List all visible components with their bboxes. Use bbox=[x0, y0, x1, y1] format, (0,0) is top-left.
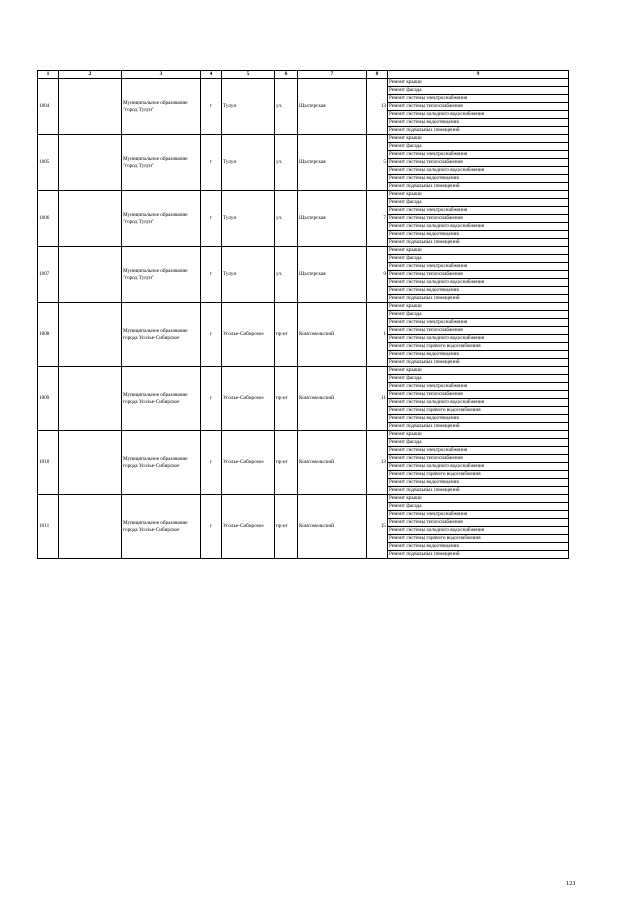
work-item-cell: Ремонт системы теплоснабжения bbox=[388, 455, 569, 463]
header-cell: 5 bbox=[222, 71, 275, 79]
record-number-cell: 1010 bbox=[38, 431, 59, 495]
header-cell: 7 bbox=[298, 71, 367, 79]
work-item-cell: Ремонт системы теплоснабжения bbox=[388, 519, 569, 527]
work-item-cell: Ремонт фасада bbox=[388, 143, 569, 151]
work-item-cell: Ремонт фасада bbox=[388, 311, 569, 319]
street-type-cell: пр-кт bbox=[275, 431, 298, 495]
table-row bbox=[38, 495, 569, 503]
street-type-cell: ул. bbox=[275, 191, 298, 247]
municipality-cell: Муниципальное образование "город Тулун" bbox=[122, 135, 201, 191]
work-item-cell: Ремонт системы холодного водоснабжения bbox=[388, 399, 569, 407]
empty-cell bbox=[59, 191, 122, 247]
header-cell: 8 bbox=[367, 71, 388, 79]
work-item-cell: Ремонт подвальных помещений bbox=[388, 487, 569, 495]
table-body bbox=[38, 79, 569, 559]
settlement-cell: Усолье-Сибирское bbox=[222, 367, 275, 431]
work-item-cell: Ремонт системы водоотведения bbox=[388, 119, 569, 127]
table-row bbox=[38, 247, 569, 255]
work-item-cell: Ремонт подвальных помещений bbox=[388, 239, 569, 247]
house-number-cell: 9 bbox=[367, 247, 388, 303]
header-cell: 2 bbox=[59, 71, 122, 79]
work-item-cell: Ремонт системы холодного водоснабжения bbox=[388, 335, 569, 343]
house-number-cell: 11 bbox=[367, 367, 388, 431]
table-row bbox=[38, 79, 569, 87]
work-item-cell: Ремонт фасада bbox=[388, 503, 569, 511]
work-item-cell: Ремонт системы электроснабжения bbox=[388, 263, 569, 271]
page-number: 121 bbox=[566, 880, 576, 887]
settlement-type-cell: г bbox=[201, 367, 222, 431]
municipality-cell: Муниципальное образование города Усолье-Сибирское bbox=[122, 367, 201, 431]
street-cell: Шахтерская bbox=[298, 79, 367, 135]
document-table bbox=[37, 70, 569, 559]
street-cell: Комсомольский bbox=[298, 367, 367, 431]
settlement-cell: Усолье-Сибирское bbox=[222, 495, 275, 559]
table-row bbox=[38, 367, 569, 375]
street-cell: Комсомольский bbox=[298, 303, 367, 367]
municipality-cell: Муниципальное образование "город Тулун" bbox=[122, 191, 201, 247]
empty-cell bbox=[59, 303, 122, 367]
street-cell: Комсомольский bbox=[298, 431, 367, 495]
house-number-cell: 7 bbox=[367, 191, 388, 247]
municipality-cell: Муниципальное образование города Усолье-Сибирское bbox=[122, 495, 201, 559]
street-cell: Шахтерская bbox=[298, 135, 367, 191]
settlement-cell: Тулун bbox=[222, 79, 275, 135]
work-item-cell: Ремонт системы холодного водоснабжения bbox=[388, 463, 569, 471]
settlement-type-cell: г bbox=[201, 247, 222, 303]
work-item-cell: Ремонт крыши bbox=[388, 303, 569, 311]
work-item-cell: Ремонт системы теплоснабжения bbox=[388, 327, 569, 335]
work-item-cell: Ремонт системы горячего водоснабжения bbox=[388, 471, 569, 479]
work-item-cell: Ремонт фасада bbox=[388, 255, 569, 263]
work-item-cell: Ремонт крыши bbox=[388, 495, 569, 503]
work-item-cell: Ремонт системы горячего водоснабжения bbox=[388, 535, 569, 543]
record-number-cell: 1004 bbox=[38, 79, 59, 135]
municipality-cell: Муниципальное образование города Усолье-Сибирское bbox=[122, 303, 201, 367]
settlement-cell: Тулун bbox=[222, 135, 275, 191]
empty-cell bbox=[59, 135, 122, 191]
street-type-cell: пр-кт bbox=[275, 367, 298, 431]
record-number-cell: 1006 bbox=[38, 191, 59, 247]
work-item-cell: Ремонт системы водоотведения bbox=[388, 231, 569, 239]
settlement-cell: Тулун bbox=[222, 247, 275, 303]
record-number-cell: 1005 bbox=[38, 135, 59, 191]
street-cell: Комсомольский bbox=[298, 495, 367, 559]
header-cell: 9 bbox=[388, 71, 569, 79]
settlement-type-cell: г bbox=[201, 191, 222, 247]
work-item-cell: Ремонт фасада bbox=[388, 199, 569, 207]
work-item-cell: Ремонт фасада bbox=[388, 439, 569, 447]
work-item-cell: Ремонт крыши bbox=[388, 191, 569, 199]
empty-cell bbox=[59, 431, 122, 495]
settlement-type-cell: г bbox=[201, 431, 222, 495]
header-cell: 4 bbox=[201, 71, 222, 79]
house-number-cell: 15 bbox=[367, 495, 388, 559]
work-item-cell: Ремонт крыши bbox=[388, 247, 569, 255]
work-item-cell: Ремонт подвальных помещений bbox=[388, 295, 569, 303]
work-item-cell: Ремонт системы водоотведения bbox=[388, 351, 569, 359]
work-item-cell: Ремонт системы холодного водоснабжения bbox=[388, 527, 569, 535]
work-item-cell: Ремонт системы теплоснабжения bbox=[388, 103, 569, 111]
header-cell: 3 bbox=[122, 71, 201, 79]
header-cell: 1 bbox=[38, 71, 59, 79]
settlement-type-cell: г bbox=[201, 79, 222, 135]
settlement-cell: Тулун bbox=[222, 191, 275, 247]
work-item-cell: Ремонт системы электроснабжения bbox=[388, 383, 569, 391]
house-number-cell: 13 bbox=[367, 79, 388, 135]
work-item-cell: Ремонт подвальных помещений bbox=[388, 127, 569, 135]
street-type-cell: ул. bbox=[275, 79, 298, 135]
work-item-cell: Ремонт системы электроснабжения bbox=[388, 511, 569, 519]
municipality-cell: Муниципальное образование "город Тулун" bbox=[122, 79, 201, 135]
municipality-cell: Муниципальное образование города Усолье-Сибирское bbox=[122, 431, 201, 495]
work-item-cell: Ремонт фасада bbox=[388, 375, 569, 383]
record-number-cell: 1008 bbox=[38, 303, 59, 367]
work-item-cell: Ремонт системы теплоснабжения bbox=[388, 271, 569, 279]
house-number-cell: 1 bbox=[367, 303, 388, 367]
empty-cell bbox=[59, 495, 122, 559]
work-item-cell: Ремонт подвальных помещений bbox=[388, 183, 569, 191]
record-number-cell: 1009 bbox=[38, 367, 59, 431]
street-type-cell: ул. bbox=[275, 247, 298, 303]
table-row bbox=[38, 135, 569, 143]
house-number-cell: 13 bbox=[367, 431, 388, 495]
street-type-cell: пр-кт bbox=[275, 495, 298, 559]
header-cell: 6 bbox=[275, 71, 298, 79]
work-item-cell: Ремонт системы водоотведения bbox=[388, 479, 569, 487]
work-item-cell: Ремонт системы холодного водоснабжения bbox=[388, 111, 569, 119]
work-item-cell: Ремонт системы холодного водоснабжения bbox=[388, 279, 569, 287]
street-type-cell: пр-кт bbox=[275, 303, 298, 367]
work-item-cell: Ремонт системы теплоснабжения bbox=[388, 215, 569, 223]
street-type-cell: ул. bbox=[275, 135, 298, 191]
work-item-cell: Ремонт крыши bbox=[388, 135, 569, 143]
settlement-type-cell: г bbox=[201, 495, 222, 559]
work-item-cell: Ремонт системы горячего водоснабжения bbox=[388, 407, 569, 415]
settlement-cell: Усолье-Сибирское bbox=[222, 303, 275, 367]
work-item-cell: Ремонт системы электроснабжения bbox=[388, 207, 569, 215]
work-item-cell: Ремонт системы водоотведения bbox=[388, 175, 569, 183]
work-item-cell: Ремонт системы теплоснабжения bbox=[388, 391, 569, 399]
empty-cell bbox=[59, 79, 122, 135]
settlement-type-cell: г bbox=[201, 135, 222, 191]
work-item-cell: Ремонт системы теплоснабжения bbox=[388, 159, 569, 167]
work-item-cell: Ремонт системы электроснабжения bbox=[388, 319, 569, 327]
empty-cell bbox=[59, 367, 122, 431]
work-item-cell: Ремонт подвальных помещений bbox=[388, 359, 569, 367]
table-row bbox=[38, 191, 569, 199]
record-number-cell: 1011 bbox=[38, 495, 59, 559]
work-item-cell: Ремонт системы водоотведения bbox=[388, 415, 569, 423]
work-item-cell: Ремонт системы электроснабжения bbox=[388, 95, 569, 103]
work-item-cell: Ремонт подвальных помещений bbox=[388, 423, 569, 431]
empty-cell bbox=[59, 247, 122, 303]
settlement-type-cell: г bbox=[201, 303, 222, 367]
record-number-cell: 1007 bbox=[38, 247, 59, 303]
table-row bbox=[38, 303, 569, 311]
work-item-cell: Ремонт подвальных помещений bbox=[388, 551, 569, 559]
work-item-cell: Ремонт системы горячего водоснабжения bbox=[388, 343, 569, 351]
work-item-cell: Ремонт системы электроснабжения bbox=[388, 151, 569, 159]
house-number-cell: 5 bbox=[367, 135, 388, 191]
work-item-cell: Ремонт системы водоотведения bbox=[388, 543, 569, 551]
table-row bbox=[38, 431, 569, 439]
work-item-cell: Ремонт системы холодного водоснабжения bbox=[388, 223, 569, 231]
work-item-cell: Ремонт системы электроснабжения bbox=[388, 447, 569, 455]
street-cell: Шахтерская bbox=[298, 191, 367, 247]
work-item-cell: Ремонт системы водоотведения bbox=[388, 287, 569, 295]
work-item-cell: Ремонт крыши bbox=[388, 431, 569, 439]
work-item-cell: Ремонт системы холодного водоснабжения bbox=[388, 167, 569, 175]
work-item-cell: Ремонт фасада bbox=[388, 87, 569, 95]
work-item-cell: Ремонт крыши bbox=[388, 367, 569, 375]
header-row bbox=[38, 71, 569, 79]
street-cell: Шахтерская bbox=[298, 247, 367, 303]
work-item-cell: Ремонт крыши bbox=[388, 79, 569, 87]
settlement-cell: Усолье-Сибирское bbox=[222, 431, 275, 495]
municipality-cell: Муниципальное образование "город Тулун" bbox=[122, 247, 201, 303]
